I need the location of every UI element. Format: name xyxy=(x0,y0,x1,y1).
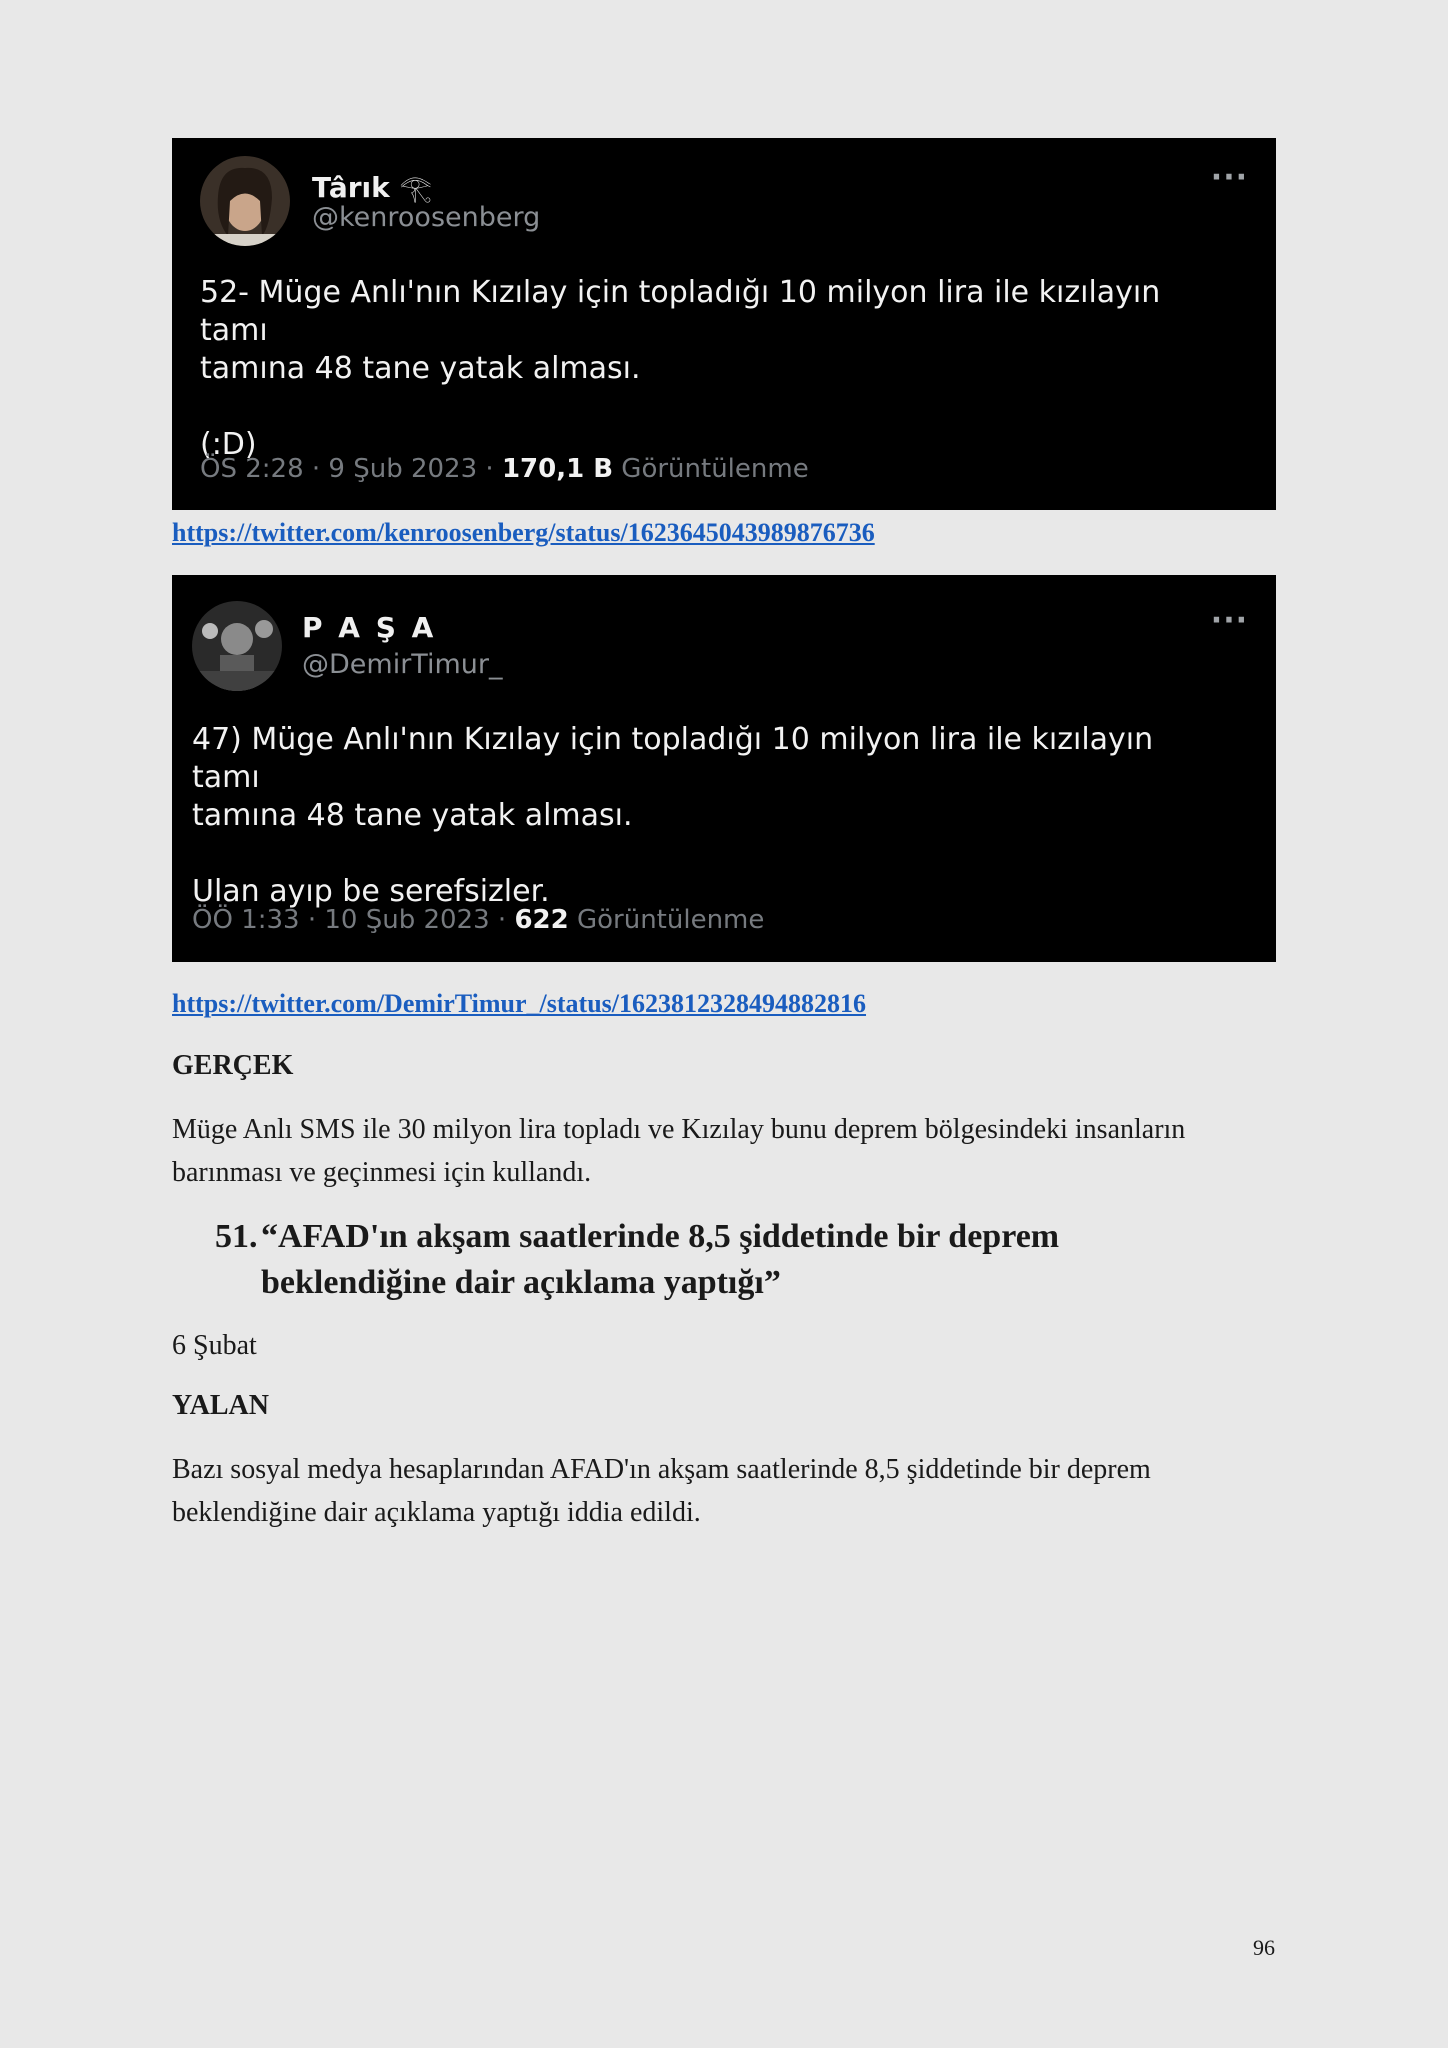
verdict-label-yalan: YALAN xyxy=(172,1390,269,1421)
tweet-screenshot-2 xyxy=(172,575,1276,962)
page-number: 96 xyxy=(1253,1935,1275,1960)
section-heading xyxy=(215,1214,1215,1306)
more-options-icon[interactable]: ··· xyxy=(1210,160,1248,195)
tweet-text: 47) Müge Anlı'nın Kızılay için topladığı 10 milyon lira ile kızılayın tamı tamına 48 tane yatak alması. Ulan ayıp be serefsizler. xyxy=(192,722,1154,909)
yalan-text: Bazı sosyal medya hesaplarından AFAD'ın akşam saatlerinde 8,5 şiddetinde bir deprem beklendiğine dair açıklama yaptığı iddia edildi. xyxy=(172,1454,1151,1528)
tweet-link-2[interactable]: https://twitter.com/DemirTimur_/status/1623812328494882816 xyxy=(172,989,867,1018)
avatar xyxy=(200,156,290,246)
tweet-meta: ÖÖ 1:33 · 10 Şub 2023 · 622 Görüntülenme xyxy=(192,905,765,935)
section-number: 51. xyxy=(215,1218,258,1255)
section-date: 6 Şubat xyxy=(172,1330,257,1361)
tweet-screenshot-1 xyxy=(172,138,1276,510)
gercek-text: Müge Anlı SMS ile 30 milyon lira topladı ve Kızılay bunu deprem bölgesindeki insanların barınması ve geçinmesi için kullandı. xyxy=(172,1114,1186,1188)
section-title: “AFAD'ın akşam saatlerinde 8,5 şiddetinde bir deprem beklendiğine dair açıklama yaptığı” xyxy=(261,1218,1060,1301)
avatar xyxy=(192,601,282,691)
username: @kenroosenberg xyxy=(312,202,541,233)
verdict-label-gercek: GERÇEK xyxy=(172,1050,294,1081)
tweet-text: 52- Müge Anlı'nın Kızılay için topladığı 10 milyon lira ile kızılayın tamı tamına 48 tane yatak alması. (:D) xyxy=(200,275,1161,462)
eye-of-horus-icon: 𓂀 xyxy=(399,174,432,204)
username: @DemirTimur_ xyxy=(302,649,503,680)
display-name: Târık 𓂀 xyxy=(312,171,432,204)
tweet-link-1[interactable]: https://twitter.com/kenroosenberg/status/1623645043989876736 xyxy=(172,518,875,547)
more-options-icon[interactable]: ··· xyxy=(1210,603,1248,638)
display-name: P A Ş A xyxy=(302,611,437,644)
tweet-meta: ÖS 2:28 · 9 Şub 2023 · 170,1 B Görüntülenme xyxy=(200,454,809,484)
